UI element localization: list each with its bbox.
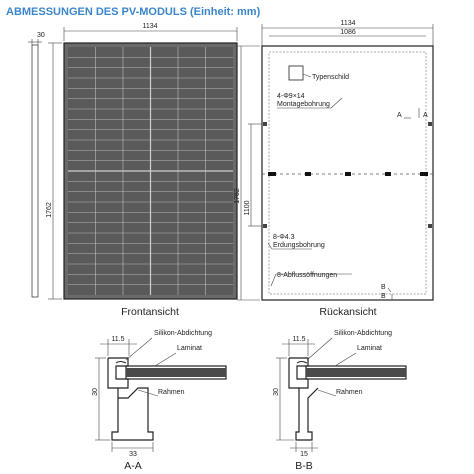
connector-mid-right [385,172,391,176]
front-side-profile [32,45,38,297]
ground-holes-label: Erdungsbohrung [273,242,325,249]
mount-hole [263,122,267,126]
aa-caption: A-A [124,460,142,472]
bb-caption: B-B [295,460,313,472]
back-height-dim: 1762 [234,188,241,204]
back-caption: Rückansicht [319,306,377,318]
hole-spacing-dim: 1100 [244,200,251,216]
section-aa [92,330,226,472]
mount-holes-label: Montagebohrung [277,101,330,108]
front-height-dim: 1762 [46,202,53,218]
front-thickness-dim: 30 [37,32,45,39]
bb-label-laminate: Laminat [357,345,382,352]
drain-holes-label: 8-Abflussöffnungen [277,272,338,279]
mount-holes-spec: 4-Φ9×14 [277,93,305,100]
bb-dim-top: 11.5 [292,336,306,343]
aa-label-frame: Rahmen [158,389,185,396]
connector-left [268,172,276,176]
section-b-marker-top: B [381,293,386,300]
connector-right [420,172,428,176]
ground-holes-spec: 8-Φ4.3 [273,234,295,241]
type-plate-label: Typenschild [312,74,349,81]
aa-dim-top: 11.5 [111,336,125,343]
front-cell-grid [68,47,233,295]
bb-dim-height: 30 [273,388,280,396]
back-inner-width-dim: 1086 [340,29,356,36]
mount-hole [263,224,267,228]
bb-dim-bottom: 15 [300,451,308,458]
section-b-marker-bottom: B [381,284,386,291]
aa-label-laminate: Laminat [177,345,202,352]
aa-label-seal: Silikon-Abdichtung [154,330,212,337]
front-view [28,23,237,318]
mount-hole [428,224,432,228]
junction-box [345,172,351,176]
bb-label-frame: Rahmen [336,389,363,396]
aa-dim-bottom: 33 [129,451,137,458]
front-width-dim: 1134 [142,23,158,30]
page-title: ABMESSUNGEN DES PV-MODULS (Einheit: mm) [6,6,261,18]
section-a-marker-right: A [423,112,428,119]
back-view [234,20,433,318]
bb-label-seal: Silikon-Abdichtung [334,330,392,337]
section-a-marker-left: A [397,112,402,119]
mount-hole [428,122,432,126]
section-bb [273,330,406,472]
back-width-dim: 1134 [340,20,356,27]
connector-mid-left [305,172,311,176]
front-caption: Frontansicht [121,306,179,318]
aa-dim-height: 30 [92,388,99,396]
